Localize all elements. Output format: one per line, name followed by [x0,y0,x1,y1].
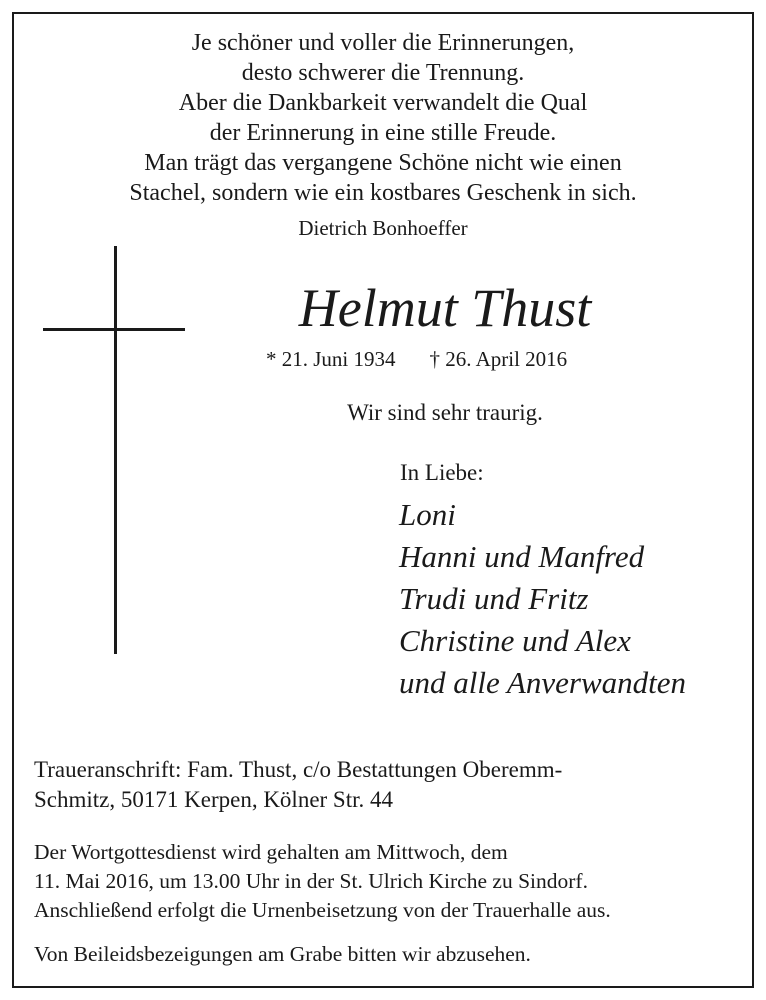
address-line: Schmitz, 50171 Kerpen, Kölner Str. 44 [34,787,394,812]
service-info [34,838,744,925]
quote-line: Stachel, sondern wie ein kostbares Geschenk in sich. [129,180,637,206]
mourning-address [34,755,734,815]
mourner: Christine und Alex [399,623,631,658]
service-line: Anschließend erfolgt die Urnenbeisetzung von der Trauerhalle aus. [34,898,611,922]
life-dates [266,345,567,373]
quote-author: Dietrich Bonhoeffer [298,216,468,240]
cross-vertical-bar [114,246,117,654]
deceased-name: Helmut Thust [298,278,592,338]
quote-line: Man trägt das vergangene Schöne nicht wie einen [144,150,622,176]
quote-line: desto schwerer die Trennung. [241,60,525,86]
quote-line: Aber die Dankbarkeit verwandelt die Qual [178,90,588,116]
mourner: Loni [399,497,456,532]
condolence-request: Von Beileidsbezeigungen am Grabe bitten wir abzusehen. [34,942,531,966]
mourner: Hanni und Manfred [399,539,645,574]
mourner: Trudi und Fritz [399,581,589,616]
in-love-label: In Liebe: [400,460,484,485]
service-line: Der Wortgottesdienst wird gehalten am Mittwoch, dem [34,840,508,864]
quote-line: Je schöner und voller die Erinnerungen, [191,30,575,56]
birth-date: * 21. Juni 1934 [266,347,396,371]
mourner: und alle Anverwandten [399,665,686,700]
quote-line: der Erinnerung in eine stille Freude. [209,120,557,146]
mourning-message: Wir sind sehr traurig. [347,400,543,425]
death-date: † 26. April 2016 [429,347,568,371]
cross-horizontal-bar [43,328,185,331]
mourners-list [399,494,686,704]
bonhoeffer-quote [0,28,766,208]
address-line: Traueranschrift: Fam. Thust, c/o Bestattungen Oberemm- [34,757,563,782]
service-line: 11. Mai 2016, um 13.00 Uhr in der St. Ulrich Kirche zu Sindorf. [34,869,588,893]
